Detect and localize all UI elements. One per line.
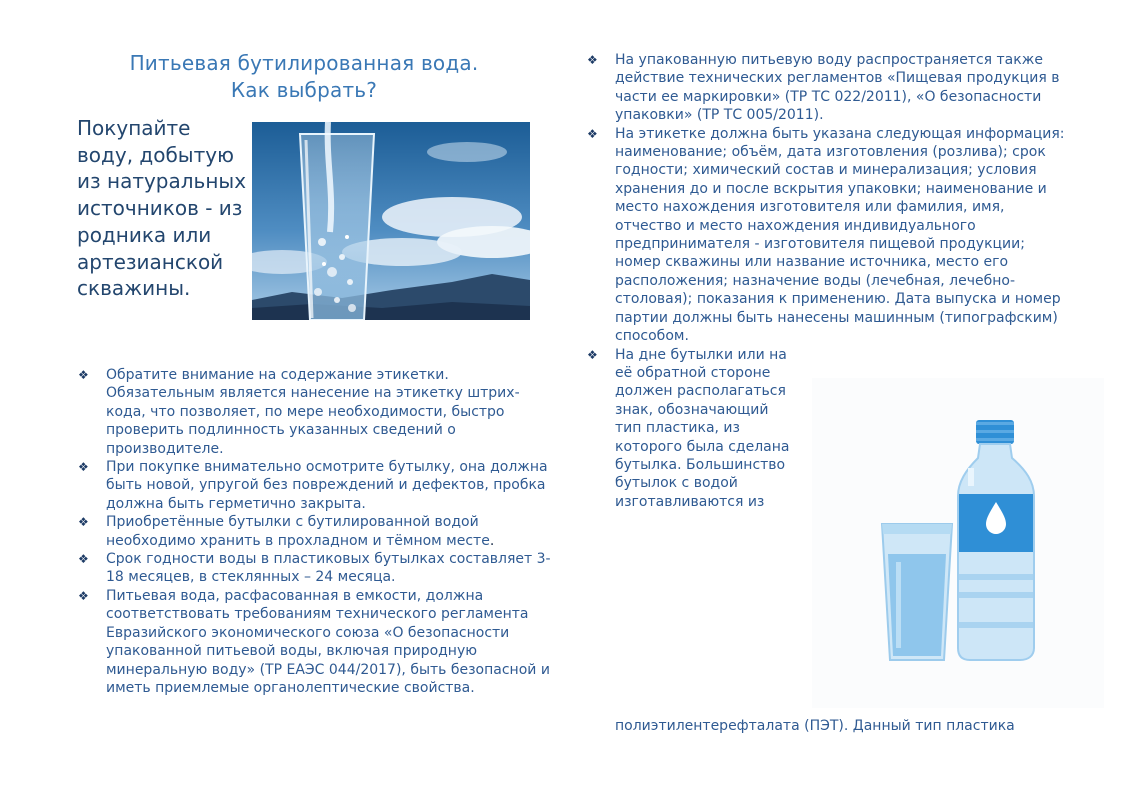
right-list-continuation: полиэтилентерефталата (ПЭТ). Данный тип пластика (615, 718, 1015, 734)
list-item: ❖ На упакованную питьевую воду распространяется также действие технических регламентов «Пищевая продукция в части ее маркировки» (ТР ТС 022/2011), «О безопасности упаковки» (ТР ТС 005/2011). (587, 51, 1065, 125)
page-title (84, 50, 524, 104)
list-item: ❖ При покупке внимательно осмотрите бутылку, она должна быть новой, упругой без повреждений и дефектов, пробка должна быть герметично закрыта. (78, 458, 556, 513)
water-glass-photo (252, 122, 530, 320)
list-item: ❖ Срок годности воды в пластиковых бутылках составляет 3-18 месяцев, в стеклянных – 24 месяца. (78, 550, 556, 587)
left-tips-list (78, 366, 556, 697)
list-item: ❖ Приобретённые бутылки с бутилированной водой необходимо хранить в прохладном и тёмном месте. (78, 513, 556, 550)
list-item: ❖ На дне бутылки или на её обратной стороне должен располагаться знак, обозначающий тип пластика, из которого была сделана бутылка. Большинство бутылок с водой изготавливаются из (587, 346, 791, 512)
bottle-and-glass-illustration (812, 378, 1104, 708)
title-line-1: Питьевая бутилированная вода. (129, 51, 479, 75)
list-item: ❖ Обратите внимание на содержание этикетки. Обязательным является нанесение на этикетку штрих-кода, что позволяет, по мере необходимости, быстро проверить подлинность указанных сведений о производителе. (78, 366, 556, 458)
title-line-2: Как выбрать? (230, 78, 378, 102)
list-item: ❖ Питьевая вода, расфасованная в емкости, должна соответствовать требованиям технического регламента Евразийского экономического союза «О безопасности упакованной питьевой воды, включая природную минеральную воду» (ТР ЕАЭС 044/2017), быть безопасной и иметь приемлемые органолептические свойства. (78, 587, 556, 697)
lead-paragraph: Покупайте воду, добытую из натуральных источников - из родника или артезианской скважины. (77, 116, 247, 301)
list-item: ❖ На этикетке должна быть указана следующая информация: наименование; объём, дата изготовления (розлива); срок годности; химический состав и минерализация; условия хранения до и после вскрытия упаковки; наименование и место нахождения изготовителя или фамилия, имя, отчество и место нахождения индивидуального предпринимателя - изготовителя пищевой продукции; номер скважины или название источника, место его расположения; назначение воды (лечебная, лечебно-столовая); показания к применению. Дата выпуска и номер партии должны быть нанесены машинным (типографским) способом. (587, 125, 1065, 346)
